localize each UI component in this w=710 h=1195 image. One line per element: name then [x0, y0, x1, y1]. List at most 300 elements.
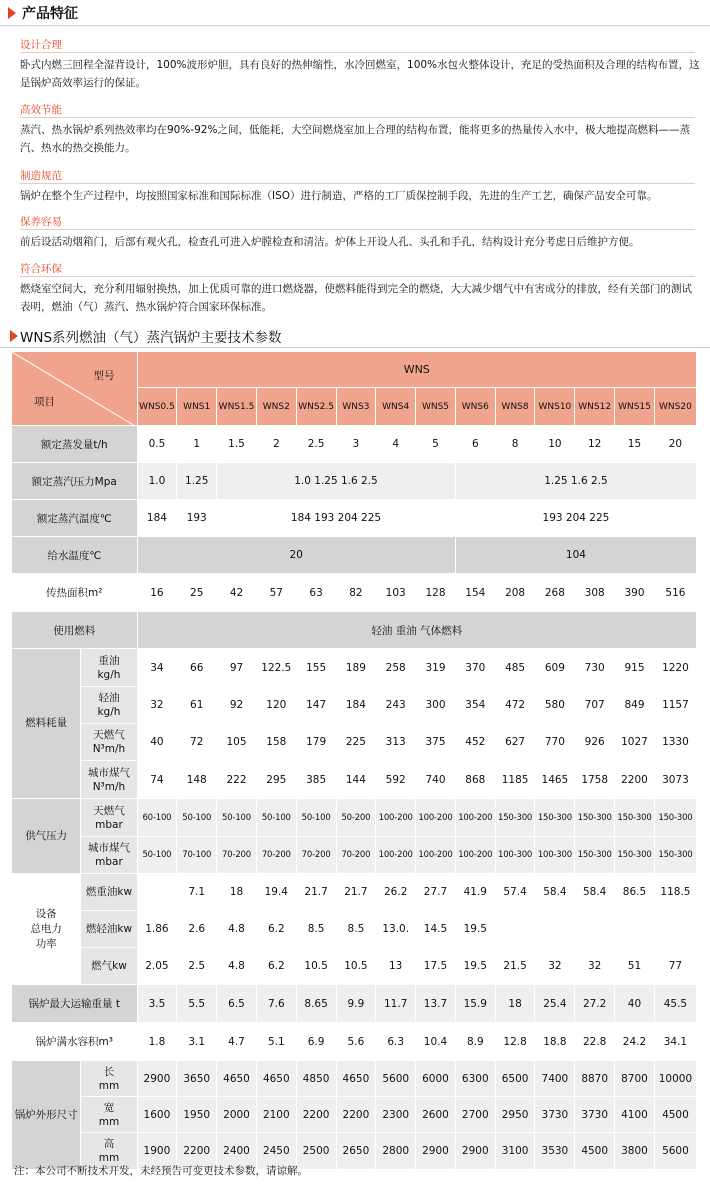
table-cell: 74: [138, 761, 178, 799]
table-cell: 25.4: [535, 985, 575, 1023]
table-cell: 20: [655, 426, 697, 463]
section-header-features: [0, 0, 78, 26]
section-header-params: [0, 323, 282, 349]
table-cell: 2500: [297, 1133, 337, 1170]
table-cell: 19.5: [456, 948, 496, 985]
table-cell: 319: [416, 649, 456, 687]
sub-label-line: 城市煤气: [87, 842, 130, 854]
table-cell: 150-300: [655, 837, 697, 874]
table-cell: 1.5: [217, 426, 257, 463]
table-cell: 100-200: [376, 799, 416, 837]
table-cell: 5.1: [257, 1023, 297, 1061]
divider: [0, 347, 710, 348]
divider: [0, 25, 710, 26]
table-cell: 32: [138, 687, 178, 724]
table-cell: 5600: [376, 1061, 416, 1097]
table-cell: 354: [456, 687, 496, 724]
table-cell: 1950: [177, 1097, 217, 1133]
group-label-line: 总电力: [30, 922, 62, 935]
feature-body: 卧式内燃三回程全湿背设计，100%波形炉胆，具有良好的热伸缩性，水冷回燃室，100%水包火整体设计，充足的受热面积及合理的结构布置，这是锅炉高效率运行的保证。: [20, 59, 700, 89]
table-cell: 25: [177, 574, 217, 612]
sub-label: [81, 761, 137, 799]
table-cell: 1465: [535, 761, 575, 799]
table-cell: 21.7: [297, 874, 337, 911]
table-cell: 13.0.: [376, 911, 416, 948]
table-cell: 34: [138, 649, 178, 687]
table-cell: 10.5: [337, 948, 377, 985]
table-cell: 50-100: [217, 799, 257, 837]
table-cell: 2800: [376, 1133, 416, 1170]
table-cell: 6.9: [297, 1023, 337, 1061]
table-cell: 1.25: [177, 463, 217, 500]
table-cell: 8.5: [297, 911, 337, 948]
table-cell: 150-300: [615, 837, 655, 874]
table-cell: 1330: [655, 724, 697, 761]
group-label: 锅炉外形尺寸: [12, 1061, 81, 1170]
table-cell: 3800: [615, 1133, 655, 1170]
table-cell: 5.6: [337, 1023, 377, 1061]
table-cell: 2000: [217, 1097, 257, 1133]
table-cell: 4: [376, 426, 416, 463]
table-cell: 42: [217, 574, 257, 612]
table-row: [12, 874, 697, 911]
table-cell: 70-200: [337, 837, 377, 874]
feature-title: 符合环保: [20, 261, 695, 277]
table-cell: 118.5: [655, 874, 697, 911]
table-cell: 3100: [496, 1133, 536, 1170]
table-cell: 2.5: [297, 426, 337, 463]
table-cell: 150-300: [655, 799, 697, 837]
feature-body: 蒸汽、热水锅炉系列热效率均在90%-92%之间，低能耗，大空间燃烧室加上合理的结构布置，能将更多的热量传入水中，极大地提高燃料——蒸汽、热水的热交换能力。: [20, 124, 690, 154]
model-header: WNS3: [337, 388, 377, 426]
table-cell: 5: [416, 426, 456, 463]
row-label: 额定蒸汽压力Mpa: [12, 463, 138, 500]
table-cell: 6.5: [217, 985, 257, 1023]
table-cell: 1027: [615, 724, 655, 761]
model-header: WNS8: [496, 388, 536, 426]
table-cell: 627: [496, 724, 536, 761]
table-cell: 17.5: [416, 948, 456, 985]
table-cell: 3530: [535, 1133, 575, 1170]
table-cell: 27.2: [575, 985, 615, 1023]
feature-maintenance: [20, 214, 700, 251]
sub-label-line: 轻油: [98, 692, 120, 704]
table-row: [12, 537, 697, 574]
table-cell: 26.2: [376, 874, 416, 911]
table-cell: 13.7: [416, 985, 456, 1023]
table-cell: 4650: [257, 1061, 297, 1097]
table-cell: 10000: [655, 1061, 697, 1097]
group-label: [12, 874, 81, 985]
arrow-icon: [10, 330, 18, 342]
table-cell: 1: [177, 426, 217, 463]
corner-item-label: 项目: [34, 396, 55, 408]
sub-label-line: 天燃气: [93, 729, 125, 741]
table-cell: 222: [217, 761, 257, 799]
model-header: WNS0.5: [138, 388, 178, 426]
table-cell: 58.4: [575, 874, 615, 911]
table-cell: 100-200: [456, 799, 496, 837]
table-cell: 2200: [297, 1097, 337, 1133]
table-cell: 19.4: [257, 874, 297, 911]
table-cell: [575, 911, 615, 948]
table-cell: 915: [615, 649, 655, 687]
table-cell: 100-200: [456, 837, 496, 874]
table-cell: 2950: [496, 1097, 536, 1133]
sub-label-line: 长: [103, 1065, 115, 1078]
table-cell: 0.5: [138, 426, 178, 463]
sub-label: [81, 799, 137, 837]
sub-label: [81, 687, 137, 724]
sub-label-line: 重油: [98, 654, 120, 667]
table-cell: 1157: [655, 687, 697, 724]
table-cell: 2700: [456, 1097, 496, 1133]
table-cell: 300: [416, 687, 456, 724]
table-cell: 2650: [337, 1133, 377, 1170]
sub-label-unit: mm: [98, 1115, 120, 1128]
section-title: WNS系列燃油（气）蒸汽锅炉主要技术参数: [20, 330, 282, 346]
table-cell: 730: [575, 649, 615, 687]
table-cell: 58.4: [535, 874, 575, 911]
table-cell: 19.5: [456, 911, 496, 948]
table-cell: 144: [337, 761, 377, 799]
table-cell: 1900: [138, 1133, 178, 1170]
table-cell: 148: [177, 761, 217, 799]
table-cell: 1220: [655, 649, 697, 687]
table-row: [12, 1023, 697, 1061]
table-cell: 100-300: [535, 837, 575, 874]
table-cell: 100-200: [416, 799, 456, 837]
table-row: [12, 985, 697, 1023]
table-cell: [138, 874, 178, 911]
table-cell: 2200: [337, 1097, 377, 1133]
table-cell: 57.4: [496, 874, 536, 911]
feature-manufacturing: [20, 168, 700, 205]
table-row: [12, 500, 697, 537]
sub-label-unit: mm: [98, 1079, 120, 1092]
table-cell: 50-100: [138, 837, 178, 874]
table-cell: [535, 911, 575, 948]
table-cell: 100-300: [496, 837, 536, 874]
model-header: WNS10: [535, 388, 575, 426]
table-cell: 103: [376, 574, 416, 612]
table-cell: 6500: [496, 1061, 536, 1097]
group-label-line: 设备: [35, 907, 57, 920]
table-cell: 32: [535, 948, 575, 985]
table-row: [12, 463, 697, 500]
table-cell: 18: [496, 985, 536, 1023]
table-cell: 1185: [496, 761, 536, 799]
table-cell: 82: [337, 574, 377, 612]
sub-label: 燃气kw: [81, 948, 137, 985]
table-cell: 4.8: [217, 911, 257, 948]
table-cell: 580: [535, 687, 575, 724]
feature-efficiency: [20, 102, 700, 157]
table-row: [12, 574, 697, 612]
feature-body: 锅炉在整个生产过程中，均按照国家标准和国际标准（ISO）进行制造，严格的工厂质保控制手段，先进的生产工艺，确保产品安全可靠。: [20, 190, 658, 202]
table-cell: 97: [217, 649, 257, 687]
table-cell: 189: [337, 649, 377, 687]
table-cell: 158: [257, 724, 297, 761]
row-label: 给水温度℃: [12, 537, 138, 574]
table-cell: 150-300: [496, 799, 536, 837]
table-cell: 41.9: [456, 874, 496, 911]
sub-label-line: 城市煤气: [87, 766, 130, 779]
table-cell: 243: [376, 687, 416, 724]
table-cell: 14.5: [416, 911, 456, 948]
feature-design: [20, 37, 700, 92]
table-cell: 2900: [456, 1133, 496, 1170]
table-row: [12, 837, 697, 874]
feature-body: 前后设活动烟箱门，后部有观火孔，检查孔可进入炉膛检查和清洁。炉体上开设人孔、头孔和手孔，结构设计充分考虑日后维护方便。: [20, 236, 640, 248]
table-cell: 5600: [655, 1133, 697, 1170]
table-cell: 370: [456, 649, 496, 687]
table-cell: 50-100: [177, 799, 217, 837]
feature-body: 燃烧室空间大，充分利用辐射换热，加上优质可靠的进口燃烧器，使燃料能得到完全的燃烧，大大减少烟气中有害成分的排放，经有关部门的测试表明，燃油（气）蒸汽、热水锅炉符合国家环保标准。: [20, 283, 692, 313]
table-cell: 4500: [575, 1133, 615, 1170]
table-cell: 27.7: [416, 874, 456, 911]
table-cell: 225: [337, 724, 377, 761]
model-header: WNS5: [416, 388, 456, 426]
table-cell: 100-200: [416, 837, 456, 874]
table-cell: 2450: [257, 1133, 297, 1170]
table-cell: 34.1: [655, 1023, 697, 1061]
sub-label-unit: kg/h: [97, 706, 121, 718]
table-cell: 308: [575, 574, 615, 612]
table-cell: 7.6: [257, 985, 297, 1023]
table-cell: 150-300: [615, 799, 655, 837]
sub-label-unit: N³m/h: [92, 743, 126, 755]
table-cell: 66: [177, 649, 217, 687]
table-cell: 150-300: [535, 799, 575, 837]
model-header: WNS15: [615, 388, 655, 426]
table-cell: 2100: [257, 1097, 297, 1133]
table-cell: 609: [535, 649, 575, 687]
table-cell: 707: [575, 687, 615, 724]
table-cell: 295: [257, 761, 297, 799]
table-cell: 32: [575, 948, 615, 985]
table-cell: 208: [496, 574, 536, 612]
table-cell: 150-300: [575, 837, 615, 874]
table-cell: 77: [655, 948, 697, 985]
table-row: [12, 612, 697, 649]
feature-environment: [20, 261, 700, 316]
table-cell: 1600: [138, 1097, 178, 1133]
table-cell: 70-100: [177, 837, 217, 874]
sub-label: 燃轻油kw: [81, 911, 137, 948]
table-cell: 21.5: [496, 948, 536, 985]
table-cell: 15.9: [456, 985, 496, 1023]
table-cell: 385: [297, 761, 337, 799]
table-cell: 8.9: [456, 1023, 496, 1061]
table-cell: 70-200: [217, 837, 257, 874]
table-cell: 7400: [535, 1061, 575, 1097]
table-cell: 268: [535, 574, 575, 612]
table-cell: 12: [575, 426, 615, 463]
table-cell: 184: [337, 687, 377, 724]
table-cell: 193 204 225: [456, 500, 697, 537]
sub-label-unit: kg/h: [97, 668, 121, 681]
corner-model-label: 型号: [93, 370, 115, 382]
arrow-icon: [8, 7, 16, 19]
table-cell: 70-200: [297, 837, 337, 874]
model-header: WNS2: [257, 388, 297, 426]
row-label: 锅炉最大运输重量 t: [12, 985, 138, 1023]
table-cell: 154: [456, 574, 496, 612]
table-cell: 8.5: [337, 911, 377, 948]
table-cell: 472: [496, 687, 536, 724]
feature-title: 高效节能: [20, 102, 695, 118]
table-cell: 3073: [655, 761, 697, 799]
table-cell: 155: [297, 649, 337, 687]
table-cell: 150-300: [575, 799, 615, 837]
sub-label-line: 高: [103, 1138, 115, 1150]
table-cell: 4650: [337, 1061, 377, 1097]
sub-label-line: 天燃气: [93, 804, 125, 817]
table-cell: 390: [615, 574, 655, 612]
model-header: WNS4: [376, 388, 416, 426]
table-cell: 104: [456, 537, 697, 574]
table-cell: 485: [496, 649, 536, 687]
table-cell: 24.2: [615, 1023, 655, 1061]
table-cell: 4.7: [217, 1023, 257, 1061]
row-label: 额定蒸汽温度℃: [12, 500, 138, 537]
model-header: WNS1: [177, 388, 217, 426]
table-cell: 16: [138, 574, 178, 612]
table-cell: 516: [655, 574, 697, 612]
table-cell: 1.8: [138, 1023, 178, 1061]
table-cell: 61: [177, 687, 217, 724]
table-cell: 3.1: [177, 1023, 217, 1061]
table-cell: 7.1: [177, 874, 217, 911]
sub-label-line: 宽: [103, 1101, 115, 1114]
sub-label: [81, 724, 137, 761]
table-cell: 40: [138, 724, 178, 761]
table-cell: 3730: [535, 1097, 575, 1133]
table-cell: 179: [297, 724, 337, 761]
table-cell: 5.5: [177, 985, 217, 1023]
table-cell: 4850: [297, 1061, 337, 1097]
table-cell: 轻油 重油 气体燃料: [138, 612, 697, 649]
table-cell: 2.5: [177, 948, 217, 985]
table-cell: 18.8: [535, 1023, 575, 1061]
table-cell: 2.05: [138, 948, 178, 985]
table-cell: 8.65: [297, 985, 337, 1023]
table-cell: 3730: [575, 1097, 615, 1133]
table-cell: 50-100: [257, 799, 297, 837]
table-cell: 12.8: [496, 1023, 536, 1061]
table-cell: 10: [535, 426, 575, 463]
diagonal-line: [12, 352, 135, 426]
table-cell: 184: [138, 500, 178, 537]
sub-label: 燃重油kw: [81, 874, 137, 911]
table-cell: 2: [257, 426, 297, 463]
table-cell: 1.0: [138, 463, 178, 500]
table-cell: 50-100: [297, 799, 337, 837]
table-cell: 2200: [615, 761, 655, 799]
feature-title: 设计合理: [20, 37, 695, 53]
table-cell: [615, 911, 655, 948]
sub-label: [81, 1061, 137, 1097]
table-cell: 2.6: [177, 911, 217, 948]
table-cell: 2300: [376, 1097, 416, 1133]
table-cell: 22.8: [575, 1023, 615, 1061]
series-header: WNS: [138, 352, 697, 388]
model-header: WNS20: [655, 388, 697, 426]
table-cell: 592: [376, 761, 416, 799]
table-cell: 6.2: [257, 948, 297, 985]
table-cell: 10.5: [297, 948, 337, 985]
table-cell: 10.4: [416, 1023, 456, 1061]
sub-label-unit: N³m/h: [92, 780, 126, 793]
table-cell: 60-100: [138, 799, 178, 837]
table-cell: 313: [376, 724, 416, 761]
row-label: 额定蒸发量t/h: [12, 426, 138, 463]
table-cell: 8870: [575, 1061, 615, 1097]
table-cell: 4100: [615, 1097, 655, 1133]
table-cell: 3: [337, 426, 377, 463]
table-cell: 6.2: [257, 911, 297, 948]
table-cell: 1758: [575, 761, 615, 799]
table-row: [12, 799, 697, 837]
table-row: [12, 1097, 697, 1133]
row-label: 传热面积m²: [12, 574, 138, 612]
table-cell: 193: [177, 500, 217, 537]
model-header: WNS2.5: [297, 388, 337, 426]
table-cell: 452: [456, 724, 496, 761]
table-cell: 50-200: [337, 799, 377, 837]
table-cell: 6300: [456, 1061, 496, 1097]
table-cell: 3.5: [138, 985, 178, 1023]
table-cell: 2900: [138, 1061, 178, 1097]
corner-header: [12, 352, 138, 426]
table-cell: 770: [535, 724, 575, 761]
row-label: 使用燃料: [12, 612, 138, 649]
table-row: [12, 724, 697, 761]
table-cell: 4650: [217, 1061, 257, 1097]
table-row: [12, 911, 697, 948]
model-header: WNS12: [575, 388, 615, 426]
table-cell: 1.0 1.25 1.6 2.5: [217, 463, 456, 500]
table-cell: 8: [496, 426, 536, 463]
table-row: [12, 426, 697, 463]
table-cell: [655, 911, 697, 948]
table-cell: 21.7: [337, 874, 377, 911]
table-cell: 20: [138, 537, 456, 574]
table-cell: 122.5: [257, 649, 297, 687]
table-cell: 6.3: [376, 1023, 416, 1061]
table-cell: 40: [615, 985, 655, 1023]
table-cell: 13: [376, 948, 416, 985]
table-cell: 92: [217, 687, 257, 724]
table-cell: 70-200: [257, 837, 297, 874]
sub-label: [81, 837, 137, 874]
table-cell: 1.25 1.6 2.5: [456, 463, 697, 500]
table-cell: 375: [416, 724, 456, 761]
table-cell: 849: [615, 687, 655, 724]
model-header: WNS1.5: [217, 388, 257, 426]
sub-label-unit: mbar: [95, 856, 123, 868]
table-row: [12, 649, 697, 687]
table-cell: 184 193 204 225: [217, 500, 456, 537]
sub-label: [81, 1097, 137, 1133]
row-label: 锅炉满水容积m³: [12, 1023, 138, 1061]
section-title: 产品特征: [22, 6, 78, 22]
table-cell: 147: [297, 687, 337, 724]
table-cell: [496, 911, 536, 948]
table-cell: 868: [456, 761, 496, 799]
table-row: [12, 687, 697, 724]
